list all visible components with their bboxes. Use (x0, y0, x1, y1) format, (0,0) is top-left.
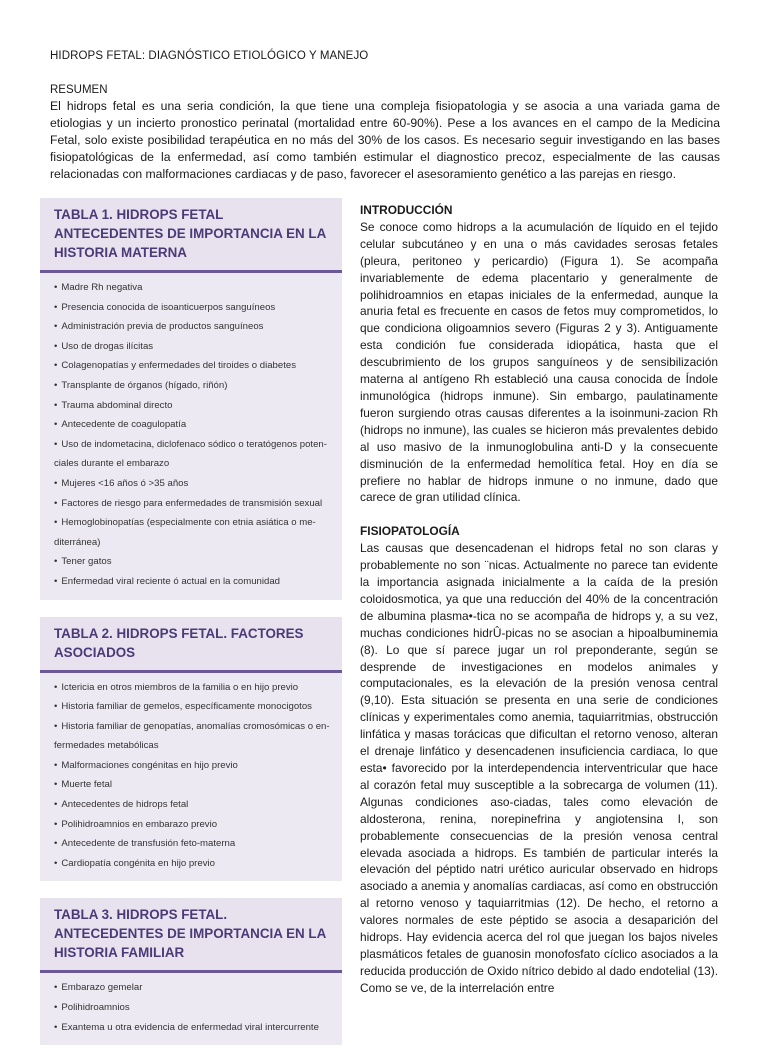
section-heading-fisiopatologia: FISIOPATOLOGÍA (360, 524, 460, 539)
table-3-title: TABLA 3. HIDROPS FETAL. ANTECEDENTES DE IMPORTANCIA EN LA HISTORIA FAMILIAR (40, 898, 342, 970)
table-2-title: TABLA 2. HIDROPS FETAL. FACTORES ASOCIADOS (40, 617, 342, 670)
abstract-heading: RESUMEN (50, 84, 108, 96)
list-item: • Cardiopatía congénita en hijo previo (54, 857, 215, 869)
list-item: • Mujeres <16 años ó >35 años (54, 477, 189, 489)
list-item: • Factores de riesgo para enfermedades de transmisión sexual (54, 497, 323, 509)
list-item: • Antecedentes de hidrops fetal (54, 799, 189, 811)
list-item: • Antecedente de transfusión feto-materna (54, 838, 236, 850)
list-item: • Uso de indometacina, diclofenaco sódico o teratógenos poten-ciales durante el embarazo (54, 438, 327, 470)
table-2 (40, 617, 342, 882)
list-item: • Colagenopatías y enfermedades del tiroides o diabetes (54, 360, 297, 372)
list-item: • Uso de drogas ilícitas (54, 340, 154, 352)
section-heading-introduccion: INTRODUCCIÓN (360, 203, 453, 217)
table-3 (40, 898, 342, 1045)
list-item: • Transplante de órganos (hígado, riñón) (54, 379, 228, 391)
list-item: • Polihidroamnios (54, 1002, 130, 1014)
list-item: • Hemoglobinopatías (especialmente con etnia asiática o me-diterránea) (54, 517, 316, 548)
section-text-introduccion: Se conoce como hidrops a la acumulación de líquido en el tejido celular subcutáneo y en una o más cavidades serosas fetales (pleura, peritoneo y pericardio) (Figura 1). Se acompaña invariablemente de edema placentario y generalmente de polihidroamnios en etapas iniciales de la enfermedad, aunque la anuria fetal es frecuente en casos de fetos muy comprometidos, lo que condiciona oligoamnios severo (Figuras 2 y 3). Antiguamente esta condición fue considerada idiopática, hasta que el descubrimiento de los grupos sanguíneos y de sensibilización materna al antígeno Rh estableció una causa conocida de Índole inmunológica (hidrops inmune). Sin embargo, paulatinamente fueron surgiendo otras causas diferentes a la isoinmuni-zacion Rh (hidrops no inmune), las cuales se hicieron más prevalentes debido al uso masivo de la inmunoglobulina anti-D y la consecuente disminución de la enfermedad hemolítica fetal. Hoy en día se prefiere no hablar de hidrops inmune o no inmune, dado que carece de gran utilidad clínica. (360, 219, 718, 505)
list-item: • Historia familiar de gemelos, específicamente monocigotos (54, 701, 312, 713)
list-item: • Presencia conocida de isoanticuerpos sanguíneos (54, 301, 276, 313)
table-3-body (40, 973, 342, 1045)
body-column (360, 202, 718, 997)
list-item: • Exantema u otra evidencia de enfermedad viral intercurrente (54, 1021, 319, 1033)
list-item: • Embarazo gemelar (54, 982, 143, 994)
list-item: • Muerte fetal (54, 779, 113, 791)
list-item: • Madre Rh negativa (54, 282, 143, 293)
table-1-title: TABLA 1. HIDROPS FETAL ANTECEDENTES DE IMPORTANCIA EN LA HISTORIA MATERNA (40, 198, 342, 270)
list-item: • Trauma abdominal directo (54, 399, 173, 411)
list-item: • Enfermedad viral reciente ó actual en la comunidad (54, 575, 281, 587)
abstract-text: El hidrops fetal es una seria condición, la que tiene una compleja fisiopatologia y se asocia a una variada gama de etiologias y un incierto pronostico perinatal (mortalidad entre 60-90%). Pese a los avances en el campo de la Medicina Fetal, solo existe posibilidad terapéutica en no más del 30% de los casos. Es necesario seguir investigando en las bases fisiopatológicas de la enfermedad, así como también estimular el diagnostico precoz, especialmente de las causas relacionadas con malformaciones cardiacas y de paso, favorecer el asesoramiento genético a las parejas en riesgo. (50, 99, 720, 181)
list-item: • Malformaciones congénitas en hijo previo (54, 759, 238, 771)
list-item: • Antecedente de coagulopatía (54, 419, 187, 431)
list-item: • Administración previa de productos sanguíneos (54, 321, 264, 333)
list-item: • Polihidroamnios en embarazo previo (54, 818, 218, 830)
list-item: • Ictericia en otros miembros de la familia o en hijo previo (54, 681, 299, 693)
table-1-body (40, 273, 342, 600)
document-title: HIDROPS FETAL: DIAGNÓSTICO ETIOLÓGICO Y MANEJO (50, 50, 369, 62)
list-item: • Tener gatos (54, 556, 112, 568)
section-text-fisiopatologia: Las causas que desencadenan el hidrops fetal no son claras y probablemente no son ¨nicas. Actualmente no parece tan evidente la importancia asignada inicialmente a la caída de la presión coloidosmotica, ya que una reducción del 40% de la concentración de albumina plasma•-tica no se acompaña de hidrops y, a su vez, muchas condiciones hidrÛ-picas no se asocian a hipoalbuminemia (8). Lo que sí parece jugar un rol preponderante, según se desprende de investigaciones en modelos animales y computacionales, es la elevación de la presión venosa central (9,10). Esta situación se presenta en una serie de condiciones clínicas y experimentales como anemia, taquiarritmias, obstrucción linfática y masas torácicas que dificultan el retorno venoso, alteran el drenaje linfático y desencadenen insuficiencia cardiaca, lo que esta• favorecido por la interdependencia interventricular que hace al corazón fetal muy susceptible a la sobrecarga de volumen (11). Algunas condiciones aso-ciadas, tales como elevación de aldosterona, renina, norepinefrina y angiotensina I, son probablemente consecuencias de la presión venosa central elevada asociada a hidrops. Es también de particular interés la elevación del péptido natri urético auricular observado en hidrops asociado a anemia y anomalías cardiacas, así como en obstrucción al retorno venoso y taquiarritmias (12). De hecho, el retorno a valores normales de este péptido se asocia a desaparición del hidrops. Hay evidencia acerca del rol que juegan los bajos niveles plasmáticos fetales de guanosin monofosfato cíclico asociados a la reducida producción de Oxido nítrico debido al dado endotelial (13). Como se ve, de la interrelación entre (360, 541, 718, 995)
tables-column (40, 198, 342, 1062)
table-1 (40, 198, 342, 600)
table-2-body (40, 673, 342, 882)
list-item: • Historia familiar de genopatías, anomalías cromosómicas o en-fermedades metabólicas (54, 720, 330, 752)
